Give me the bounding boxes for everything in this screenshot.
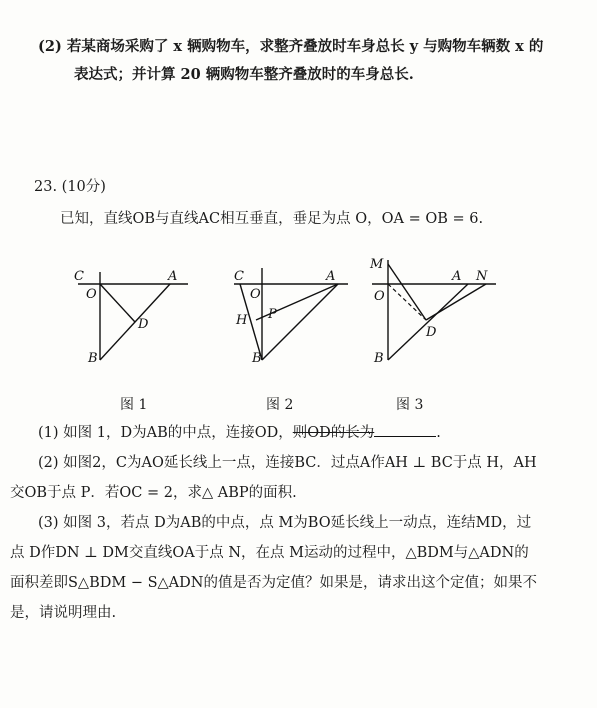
fig3-label-d: D <box>426 325 437 340</box>
fig1-label-a: A <box>168 269 178 284</box>
fig3-label-n: N <box>476 269 488 284</box>
q2-line-2: 表达式；并计算 20 辆购物车整齐叠放时的车身总长. <box>74 66 414 83</box>
part-2-line-2: 交OB于点 P．若OC = 2，求△ ABP的面积. <box>10 485 297 501</box>
caption-fig-1: 图 1 <box>120 397 148 413</box>
fig3-label-a: A <box>452 269 462 284</box>
fig1-label-b: B <box>88 351 98 366</box>
q2-line-1: (2) 若某商场采购了 x 辆购物车，求整齐叠放时车身总长 y 与购物车辆数 x 的 <box>38 38 544 55</box>
fig1-label-o: O <box>86 287 97 302</box>
q23-header: 23. (10分) <box>34 179 106 195</box>
part-1-suffix: . <box>436 425 441 441</box>
fig3-label-m: M <box>370 257 384 272</box>
caption-fig-2: 图 2 <box>266 397 294 413</box>
part-3-line-3: 面积差即S△BDM − S△ADN的值是否为定值？如果是，请求出这个定值；如果不 <box>10 575 537 591</box>
figure-2 <box>230 262 355 372</box>
answer-blank <box>374 424 436 437</box>
part-1-question <box>38 424 441 442</box>
part-1-prefix: (1) 如图 1，D为AB的中点，连接OD， <box>38 425 293 441</box>
figure-1 <box>70 262 200 372</box>
part-3-line-4: 是，请说明理由. <box>10 605 117 621</box>
caption-fig-3: 图 3 <box>396 397 424 413</box>
fig2-label-p: P <box>268 307 277 322</box>
part-3-line-2: 点 D作DN ⊥ DM交直线OA于点 N，在点 M运动的过程中，△BDM与△ADN的 <box>10 545 529 561</box>
fig2-label-a: A <box>326 269 336 284</box>
part-3-line-1: (3) 如图 3，若点 D为AB的中点，点 M为BO延长线上一动点，连结MD，过 <box>38 515 532 531</box>
fig1-label-d: D <box>138 317 149 332</box>
fig2-label-c: C <box>234 269 244 284</box>
figure-3 <box>368 252 503 372</box>
fig2-label-b: B <box>252 351 262 366</box>
part-1-struck-text: 则OD的长为 <box>292 425 375 441</box>
fig1-label-c: C <box>74 269 84 284</box>
fig2-label-o: O <box>250 287 261 302</box>
fig2-label-h: H <box>236 313 248 328</box>
part-2-line-1: (2) 如图2，C为AO延长线上一点，连接BC．过点A作AH ⊥ BC于点 H，AH <box>38 455 537 471</box>
q23-intro: 已知，直线OB与直线AC相互垂直，垂足为点 O，OA = OB = 6. <box>60 211 484 227</box>
fig3-label-b: B <box>374 351 384 366</box>
fig3-label-o: O <box>374 289 385 304</box>
